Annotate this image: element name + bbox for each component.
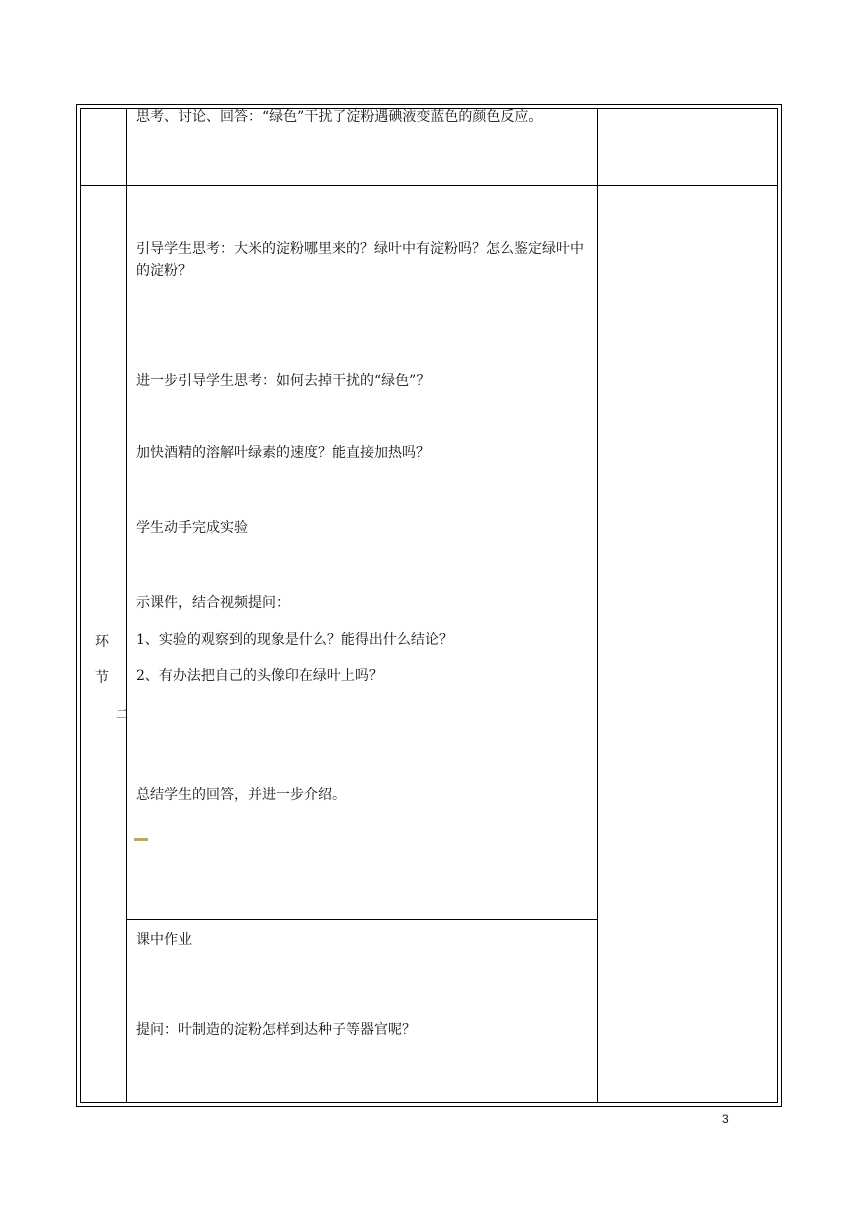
row1-text: 思考、讨论、回答：“绿色”干扰了淀粉遇碘液变蓝色的颜色反应。 [136,109,543,125]
section-label-char-3: 二 [116,707,129,721]
highlight-mark [134,838,148,841]
question-item-2: 2、有办法把自己的头像印在绿叶上吗？ [136,668,383,684]
row-divider-1 [80,185,778,186]
paragraph-summary: 总结学生的回答，并进一步介绍。 [136,787,346,803]
paragraph-experiment: 学生动手完成实验 [136,520,248,536]
section-label-char-2: 节 [95,670,109,686]
column-divider-right [597,108,598,1103]
paragraph-courseware: 示课件，结合视频提问： [136,595,290,611]
paragraph-further-guide: 进一步引导学生思考：如何去掉干扰的“绿色”？ [136,373,431,389]
subsection-divider [126,919,598,920]
paragraph-guide-question: 引导学生思考：大米的淀粉哪里来的？绿叶中有淀粉吗？怎么鉴定绿叶中的淀粉？ [136,241,584,279]
subsection-title: 课中作业 [136,932,192,948]
question-item-1: 1、实验的观察到的现象是什么？能得出什么结论？ [136,632,453,648]
column-divider-left [126,108,127,1103]
subsection-question: 提问：叶制造的淀粉怎样到达种子等器官呢？ [136,1022,416,1038]
paragraph-accelerate: 加快酒精的溶解叶绿素的速度？能直接加热吗？ [136,445,430,461]
section-label-char-1: 环 [95,634,109,650]
page-number: 3 [722,1112,729,1126]
